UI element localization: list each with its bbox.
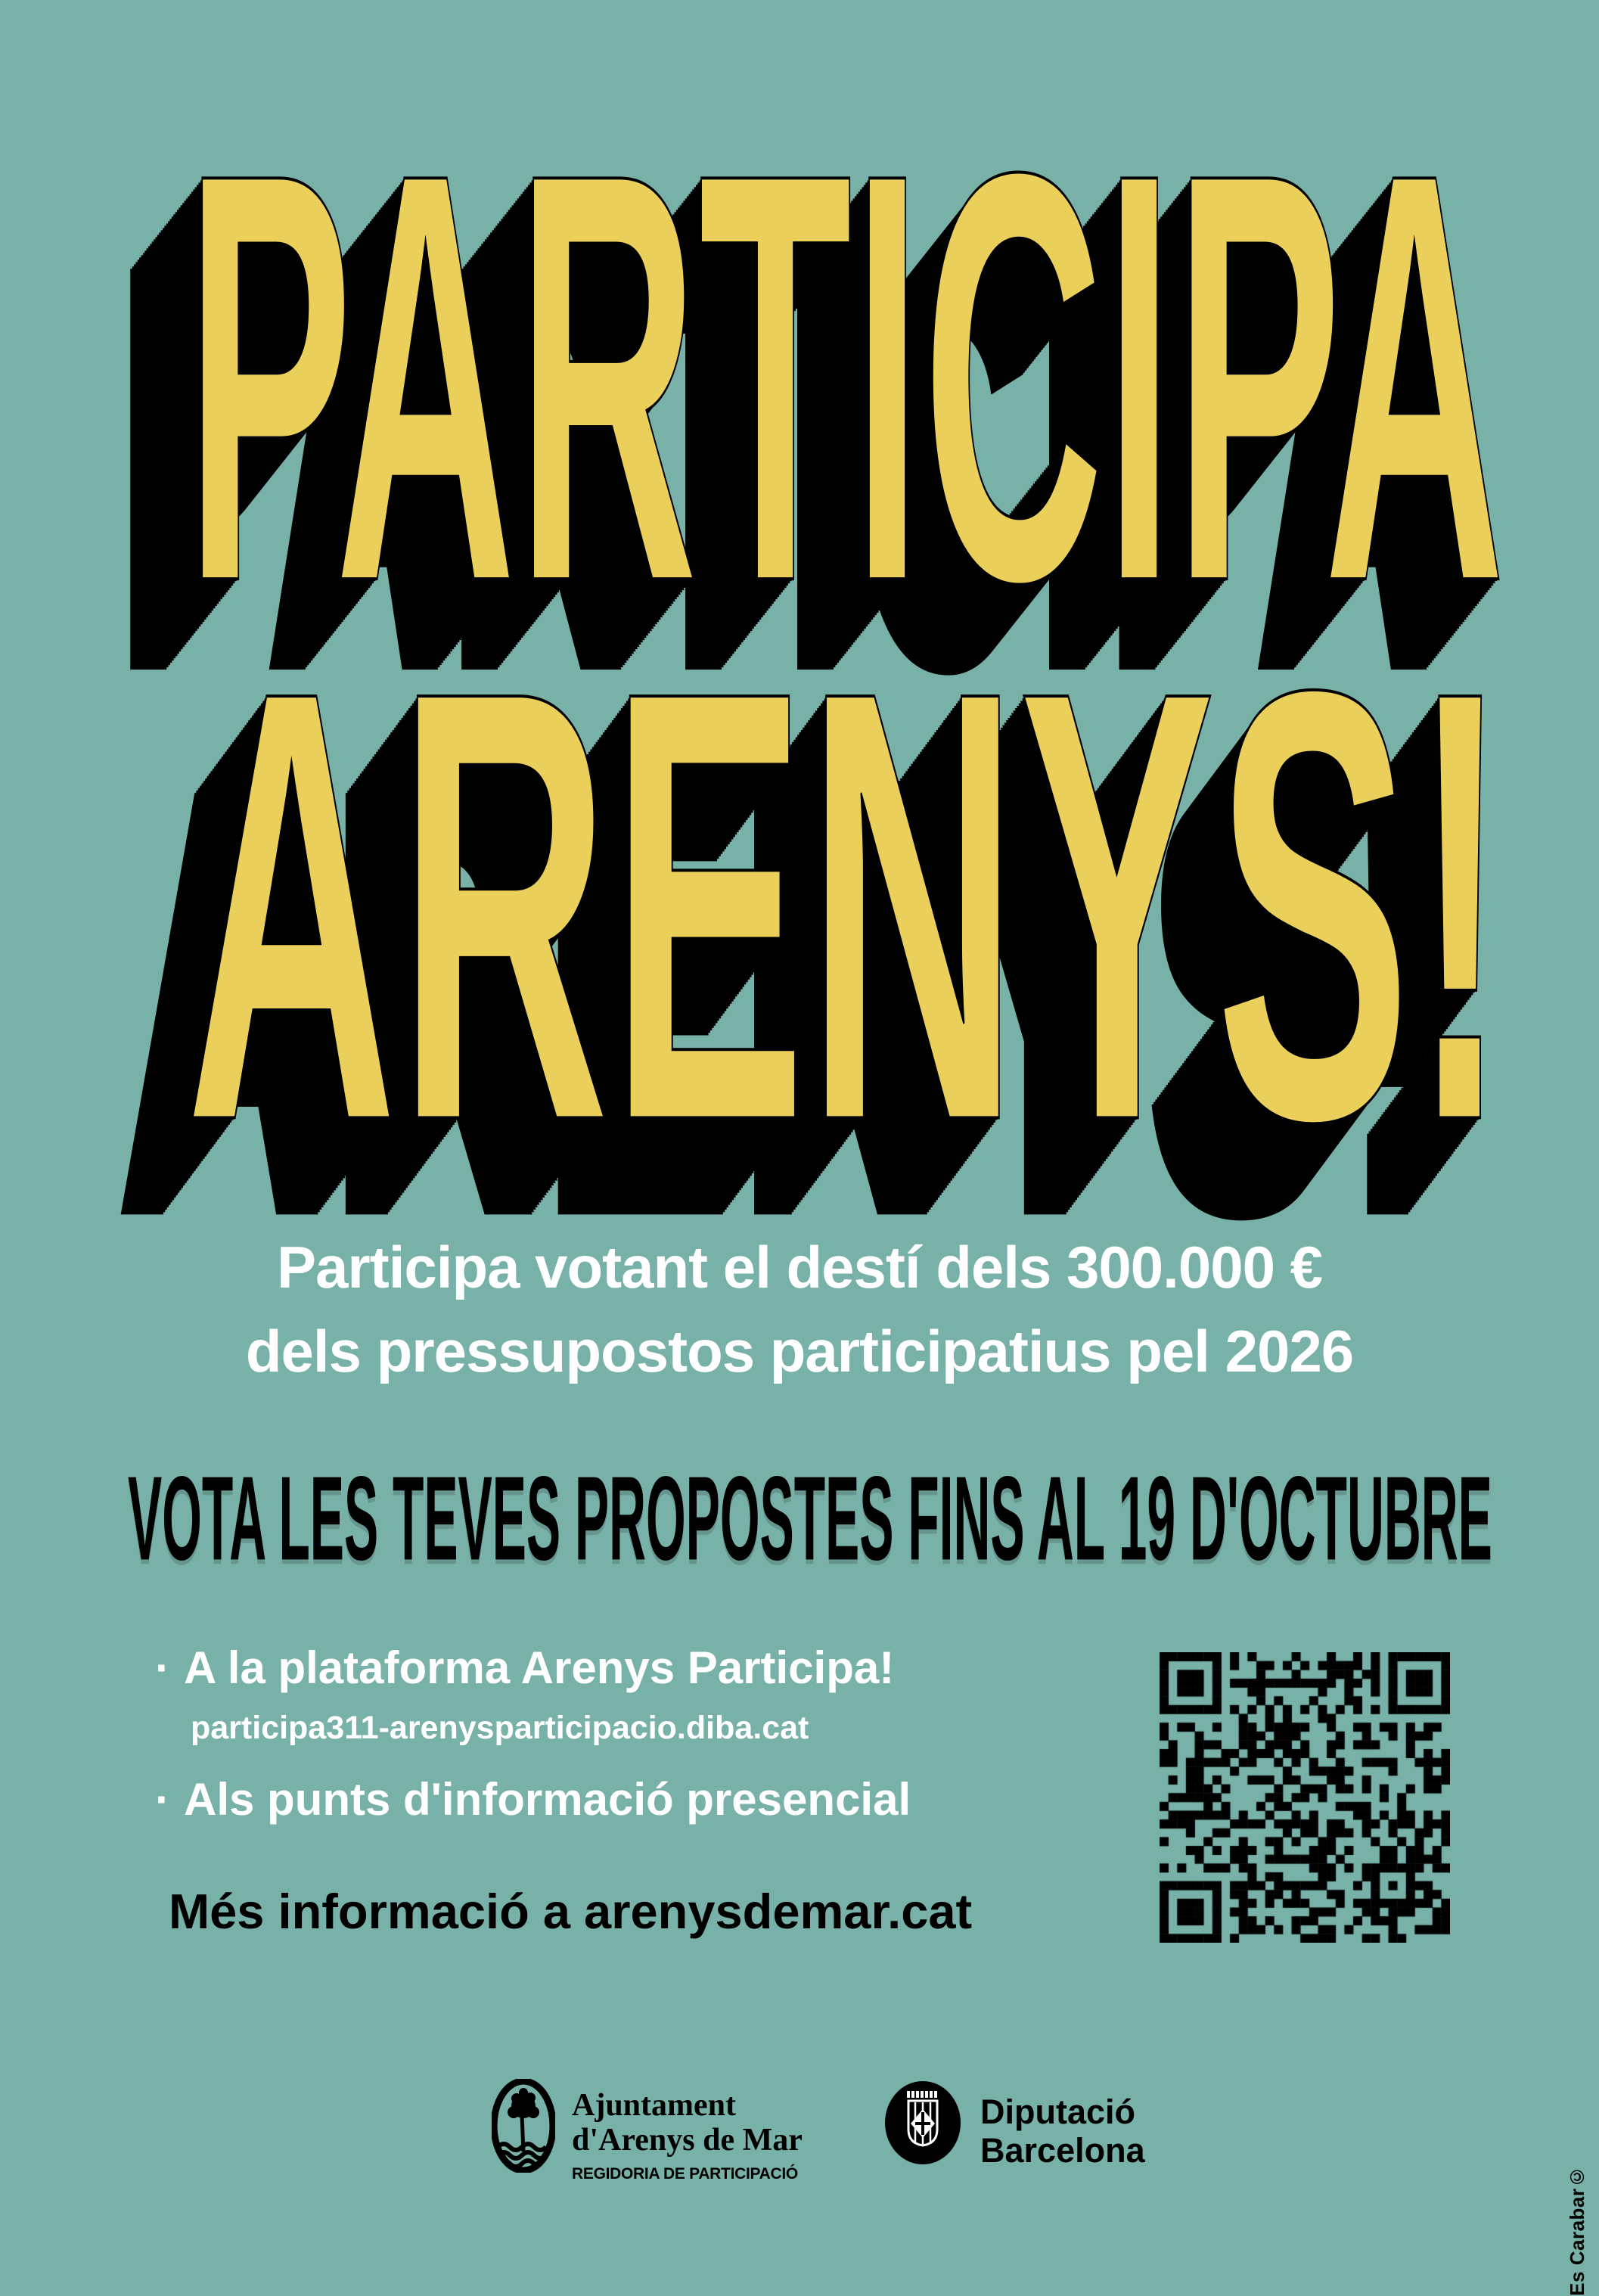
headline-line2: ARENYS! [185,563,1510,1248]
studio-credit: Es Carabar© [1566,2165,1588,2296]
platform-url: participa311-arenysparticipacio.diba.cat [191,1710,809,1746]
ajuntament-crest-icon [492,2079,555,2173]
diputacio-name-line2: Barcelona [980,2131,1145,2170]
diputacio-logo-group [883,2080,1145,2170]
diputacio-crest-icon [883,2080,962,2165]
channel-list [155,1636,911,1832]
ajuntament-name-line1: Ajuntament [572,2088,736,2123]
more-info-text: Més informació a arenysdemar.cat [169,1884,973,1939]
platform-label: A la plataforma Arenys Participa! [184,1642,895,1693]
bullet-dot-icon: · [155,1642,170,1693]
qr-code [1160,1652,1450,1943]
intro-paragraph [0,1226,1599,1393]
ajuntament-name [572,2079,803,2183]
deadline-subheadline: VOTA LES TEVES PROPOSTES FINS AL 19 D'OCTUBRE [128,1452,1492,1586]
list-item [155,1636,911,1701]
regidoria-label: REGIDORIA DE PARTICIPACIÓ [572,2165,798,2183]
list-item [155,1767,911,1832]
diputacio-name-line1: Diputació [980,2092,1136,2131]
intro-line1: Participa votant el destí dels 300.000 € [276,1234,1322,1300]
ajuntament-logo-group [492,2079,803,2183]
diputacio-name [980,2080,1145,2170]
info-points-label: Als punts d'informació presencial [184,1774,911,1825]
intro-line2: dels pressupostos participatius pel 2026 [245,1318,1354,1384]
headline-line1: PARTICIPA [185,52,1506,704]
ajuntament-name-line2: d'Arenys de Mar [572,2123,803,2158]
bullet-dot-icon: · [155,1774,170,1825]
